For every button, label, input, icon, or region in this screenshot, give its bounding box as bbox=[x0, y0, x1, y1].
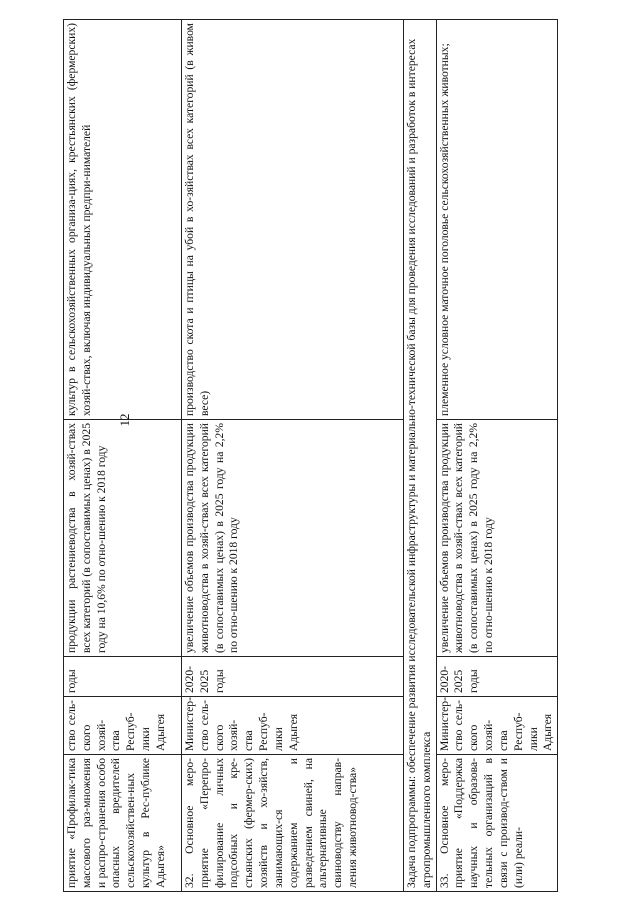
measure-cell: 33. Основное меро-приятие «Поддержка научных и образова-тельных организаций в связи с производ-ством и (или) реали- bbox=[436, 755, 558, 892]
table-row bbox=[404, 20, 437, 892]
measure-cell: 32. Основное меро-приятие «Перепро-филирование личных подсобных и кре-стьянских (фермер-ских) хозяйств и хо-зяйств, занимающих-ся содержанием и разведением свиней, на альтернативные свиноводству направ-ления животновод-ства» bbox=[182, 755, 404, 892]
table-row bbox=[436, 20, 558, 892]
period-cell: 2020-2025 годы bbox=[436, 657, 558, 697]
indicator-cell: культур в сельскохозяйственных организа-циях, крестьянских (фермерских) хозяй-ствах, включая индивидуальных предпри-нимателей bbox=[64, 20, 182, 420]
executor-cell: Министер-ство сель-ского хозяй-ства Респуб-лики Адыгея bbox=[182, 697, 404, 755]
page-number: 12 bbox=[117, 413, 132, 427]
result-cell: продукции растениеводства в хозяй-ствах всех категорий (в сопоставимых ценах) в 2025 году на 10,6% по отно-шению к 2018 году bbox=[64, 420, 182, 657]
period-cell: годы bbox=[64, 657, 182, 697]
measure-cell: приятие «Профилак-тика массового раз-множения и распро-странения особо опасных вредителей сельскохозяйствен-ных культур в Рес-публике Адыгея» bbox=[64, 755, 182, 892]
executor-cell: ство сель-ского хозяй-ства Респуб-лики Адыгея bbox=[64, 697, 182, 755]
indicator-cell: производство скота и птицы на убой в хо-зяйствах всех категорий (в живом весе) bbox=[182, 20, 404, 420]
result-cell: увеличение объемов производства продукции животноводства в хозяй-ствах всех категорий (в сопоставимых ценах) в 2025 году на 2,2% по отно-шению к 2018 году bbox=[436, 420, 558, 657]
table-row bbox=[182, 20, 404, 892]
program-measures-table bbox=[63, 19, 558, 892]
period-cell: 2020-2025 годы bbox=[182, 657, 404, 697]
executor-cell: Министер-ство сель-ского хозяй-ства Респуб-лики Адыгея bbox=[436, 697, 558, 755]
table-row bbox=[64, 20, 182, 892]
rotated-table-wrapper bbox=[63, 20, 555, 892]
result-cell: увеличение объемов производства продукции животноводства в хозяй-ствах всех категорий (в сопоставимых ценах) в 2025 году на 2,2% по отно-шению к 2018 году bbox=[182, 420, 404, 657]
indicator-cell: племенное условное маточное поголовье сельскохозяйственных животных; bbox=[436, 20, 558, 420]
task-cell: Задача подпрограммы: обеспечение развития исследовательской инфраструктуры и материально-технической базы для проведения исследований и разработок в интересах агропромышленного комплекса bbox=[404, 20, 437, 892]
